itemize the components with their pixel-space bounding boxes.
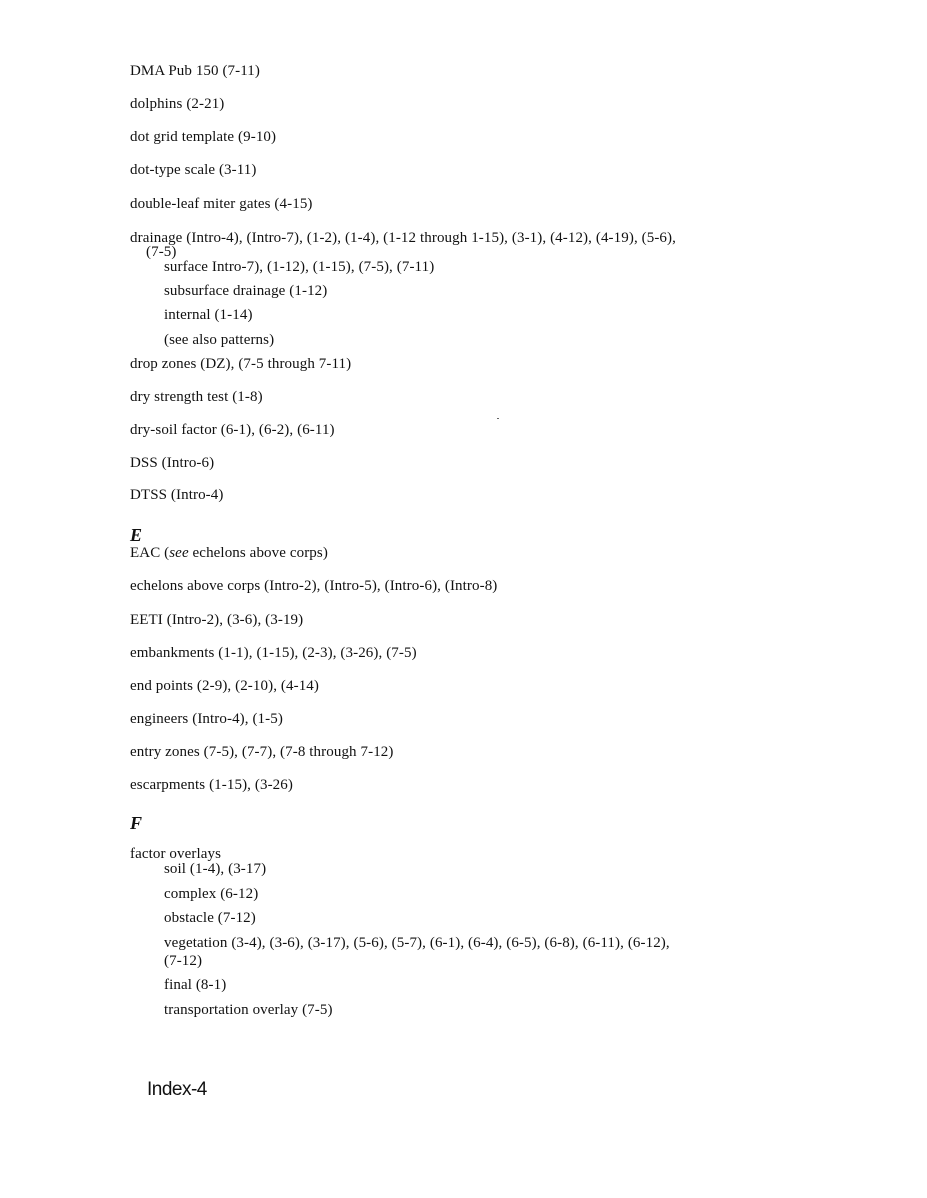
index-entry-eac (130, 545, 328, 561)
page-number: Index-4 (147, 1079, 207, 1100)
section-letter-f: F (130, 813, 143, 833)
index-entry: dolphins (2-21) (130, 96, 225, 112)
index-entry: EETI (Intro-2), (3-6), (3-19) (130, 612, 304, 628)
index-subentry-continuation: (7-12) (164, 953, 203, 969)
index-subentry: vegetation (3-4), (3-6), (3-17), (5-6), (5-7), (6-1), (6-4), (6-5), (6-8), (6-11), (6-12), (164, 935, 670, 951)
index-entry: end points (2-9), (2-10), (4-14) (130, 678, 319, 694)
index-subentry: obstacle (7-12) (164, 910, 256, 926)
index-subentry: (see also patterns) (164, 332, 275, 348)
index-entry: engineers (Intro-4), (1-5) (130, 711, 283, 727)
index-entry: DTSS (Intro-4) (130, 487, 224, 503)
index-entry: drainage (Intro-4), (Intro-7), (1-2), (1-4), (1-12 through 1-15), (3-1), (4-12), (4-19), (5-6), (130, 230, 676, 246)
eac-text: EAC ( (130, 545, 170, 561)
index-entry: echelons above corps (Intro-2), (Intro-5), (Intro-6), (Intro-8) (130, 578, 498, 594)
index-entry: DMA Pub 150 (7-11) (130, 63, 260, 79)
see-reference: see (169, 545, 189, 561)
index-entry: dry strength test (1-8) (130, 389, 263, 405)
index-subentry: transportation overlay (7-5) (164, 1002, 333, 1018)
index-subentry: surface Intro-7), (1-12), (1-15), (7-5), (7-11) (164, 259, 435, 275)
index-entry: dot grid template (9-10) (130, 129, 277, 145)
eac-target: echelons above corps) (188, 545, 328, 561)
index-subentry: subsurface drainage (1-12) (164, 283, 328, 299)
section-letter-e: E (130, 525, 143, 545)
index-entry: dry-soil factor (6-1), (6-2), (6-11) (130, 422, 335, 438)
index-subentry: final (8-1) (164, 977, 227, 993)
index-subentry: complex (6-12) (164, 886, 259, 902)
scan-speck (497, 418, 499, 419)
index-entry: factor overlays (130, 846, 222, 862)
index-entry: drop zones (DZ), (7-5 through 7-11) (130, 356, 352, 372)
index-subentry: soil (1-4), (3-17) (164, 861, 267, 877)
index-entry: dot-type scale (3-11) (130, 162, 257, 178)
index-entry: entry zones (7-5), (7-7), (7-8 through 7-12) (130, 744, 394, 760)
index-entry: escarpments (1-15), (3-26) (130, 777, 293, 793)
index-entry: embankments (1-1), (1-15), (2-3), (3-26), (7-5) (130, 645, 417, 661)
index-subentry: internal (1-14) (164, 307, 253, 323)
index-entry: double-leaf miter gates (4-15) (130, 196, 313, 212)
index-entry-continuation: (7-5) (146, 244, 177, 260)
index-entry: DSS (Intro-6) (130, 455, 215, 471)
